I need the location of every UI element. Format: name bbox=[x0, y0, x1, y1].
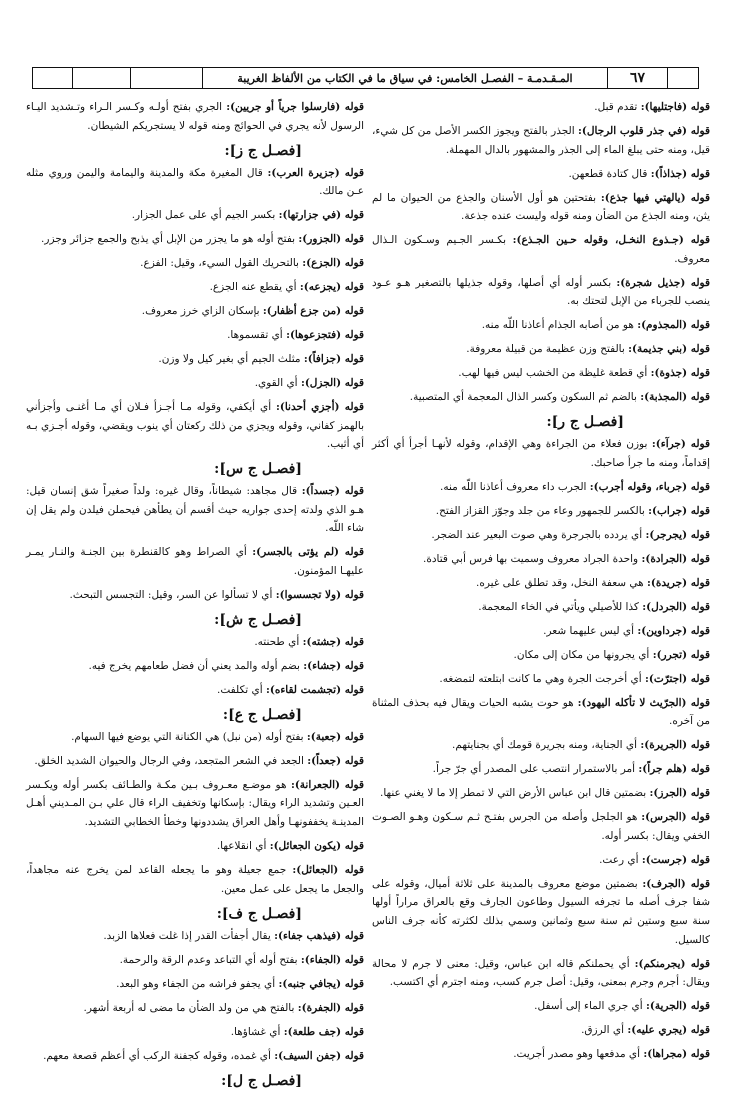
glossary-entry bbox=[372, 598, 710, 617]
entry-headword: قوله (فارسلوا جرياً أو جريين): bbox=[226, 101, 365, 113]
glossary-entry bbox=[26, 837, 364, 856]
page-number: ٦٧ bbox=[608, 68, 668, 88]
entry-definition: أمر بالاستمرار انتصب على المصدر أي جرّ جراً. bbox=[432, 763, 639, 776]
entry-definition: هو الجلجل وأصله من الجرس بفتـح ثـم سـكون وهـو الصـوت الخفي ويقال: بكسر أوله. bbox=[372, 811, 710, 842]
entry-headword: قوله (الجرادة): bbox=[641, 552, 710, 565]
entry-headword: قوله (تجرر): bbox=[652, 648, 710, 661]
glossary-entry bbox=[372, 622, 710, 641]
entry-definition: أي أيكفي، وقوله مـا أجـزأ فـلان أي مـا أغنـى وأجزأني بالهمز كفاني، وقوله ويجزي من ذلك ركعتان أي ينوب ويقضي، وقوله أجـزي بـه أي أثيب. bbox=[26, 401, 364, 451]
entry-headword: قوله (الجرس): bbox=[641, 811, 711, 824]
entry-headword: قوله (جرداوين): bbox=[637, 624, 710, 637]
entry-headword: قوله (الجرّيث لا تأكله اليهود): bbox=[577, 696, 710, 709]
entry-headword: قوله (الجرية): bbox=[646, 1000, 710, 1013]
entry-definition: بكسر أوله أي أصلها، وقوله جذيلها بالتصغير هـو عـود ينصب للجرباء من الإبل لتحتك به. bbox=[372, 276, 710, 308]
entry-definition: قال مجاهد: شيطاناً، وقال غيره: ولداً صغيراً شق إنسان قيل: هـو الذي ولدته إحدى جواريه حيث أقسم أن يطأهن فيحملن فيلدن ولم يقل إن شاء اللّه. bbox=[26, 485, 364, 535]
entry-definition: بإسكان الزاي خرز معروف. bbox=[141, 305, 263, 318]
section-heading: [فصـل ج ع]: bbox=[222, 706, 302, 723]
entry-definition: أي القوي. bbox=[254, 377, 301, 390]
entry-headword: قوله (مجراها): bbox=[643, 1048, 710, 1061]
glossary-entry bbox=[26, 278, 364, 297]
entry-definition: قال المغيرة مكة والمدينة واليمامة واليمن وروي مثله عـن مالك. bbox=[26, 166, 364, 198]
glossary-entry bbox=[372, 1021, 710, 1040]
entry-headword: قوله (جسداً): bbox=[301, 485, 364, 498]
entry-headword: قوله (فاجتليها): bbox=[640, 101, 710, 113]
entry-headword: قوله (جذوة): bbox=[650, 367, 710, 380]
page-header bbox=[32, 67, 699, 89]
entry-definition: بفتح أوله أي التباعد وعدم الرقة والرحمة. bbox=[119, 953, 301, 966]
glossary-entry bbox=[372, 851, 710, 870]
glossary-entry bbox=[372, 364, 710, 383]
entry-headword: قوله (جرست): bbox=[641, 853, 710, 866]
glossary-entry bbox=[372, 550, 710, 569]
entry-headword: قوله (جعداً): bbox=[307, 754, 364, 767]
entry-definition: أي يقطع عنه الجزع. bbox=[209, 281, 300, 294]
entry-headword: قوله (تجشمت لقاءه): bbox=[266, 683, 364, 696]
entry-definition: بالفتح هي من ولد الضأن ما مضى له أربعة أشهر. bbox=[83, 1001, 298, 1014]
entry-definition: أي ليس عليهما شعر. bbox=[543, 624, 638, 637]
entry-headword: قوله (جشاء): bbox=[303, 659, 364, 672]
entry-definition: أي غمده، وقوله كجفنة الركب أي أعظم قصعة معهم. bbox=[43, 1049, 275, 1062]
entry-headword: قوله (جزيرة العرب): bbox=[267, 166, 364, 179]
entry-headword: قوله (جذيل شجرة): bbox=[616, 276, 710, 289]
entry-definition: أي لا تسألوا عن السر، وقيل: التجسس التبحث. bbox=[69, 588, 276, 601]
glossary-entry bbox=[26, 633, 364, 652]
entry-definition: أي الرزق. bbox=[581, 1024, 628, 1037]
entry-headword: قوله (الجزور): bbox=[298, 233, 364, 246]
entry-definition: تقدم قبل. bbox=[594, 101, 641, 113]
entry-headword: قوله (جرباء، وقوله أجرب): bbox=[589, 480, 710, 493]
entry-definition: مثلث الجيم أي بغير كيل ولا وزن. bbox=[158, 353, 304, 366]
glossary-entry bbox=[26, 302, 364, 321]
glossary-entry bbox=[26, 861, 364, 898]
entry-definition: قال كتادة قطعهن. bbox=[568, 167, 651, 180]
entry-definition: بضمتين موضع معروف بالمدينة على ثلاثة أميال، وقوله على شفا جرف أصله ما تجرفه السيول وطاعون الجارف وقع بالعراق مراراً أولها سنة سبع وستين ثم سنة سبع وثمانين وسمي بذلك لكثرته كأنه جرف الناس كالسيل. bbox=[372, 877, 710, 946]
glossary-entry bbox=[26, 657, 364, 676]
entry-headword: قوله (جراب): bbox=[648, 504, 710, 517]
glossary-entry bbox=[372, 670, 710, 689]
right-column bbox=[372, 98, 710, 1069]
entry-headword: قوله (يجزعه): bbox=[299, 281, 364, 294]
glossary-entry bbox=[26, 254, 364, 273]
glossary-entry bbox=[26, 586, 364, 605]
glossary-entry bbox=[26, 206, 364, 225]
entry-headword: قوله (الجفرة): bbox=[297, 1001, 364, 1014]
glossary-entry bbox=[372, 784, 710, 803]
entry-headword: قوله (من جزع أظفار): bbox=[262, 305, 364, 318]
glossary-entry bbox=[372, 122, 710, 159]
glossary-entry bbox=[372, 875, 710, 949]
header-empty-cell bbox=[73, 68, 131, 88]
header-empty-cell bbox=[131, 68, 203, 88]
entry-definition: أي الجناية، ومنه بجريرة قومك أي بجنايتهم. bbox=[452, 739, 641, 752]
section-heading: [فصـل ج ز]: bbox=[224, 142, 302, 159]
entry-headword: قوله (فيذهب جفاء): bbox=[274, 929, 364, 942]
entry-definition: أي رعت. bbox=[599, 853, 642, 866]
section-heading: [فصـل ج ل]: bbox=[221, 1072, 302, 1089]
entry-headword: قوله (الجرف): bbox=[642, 877, 711, 890]
glossary-entry bbox=[372, 98, 710, 117]
entry-definition: الجري بفتح أولـه وكـسر الـراء وتـشديد اليـاء الرسول لأنه يجري في الحوائج ومنه قوله لا يستجريكم الشيطان. bbox=[26, 101, 364, 132]
entry-definition: بضم أوله والمد يعني أن فضل طعامهم يخرج فيه. bbox=[88, 659, 304, 672]
section-heading: [فصـل ج ش]: bbox=[214, 611, 302, 628]
entry-definition: هو موضـع معـروف بـين مكـة والطـائف بكسر أوله ويكـسر العـين وتشديد الراء ويقال: بإسكانها وتخفيف الراء قال علي بـن المـديني أهـل المدينـة يخففونهـا وأهل العراق يشددونها وخطأ الخطابي التشديد. bbox=[26, 778, 364, 829]
entry-definition: أي يجرونها من مكان إلى مكان. bbox=[513, 648, 653, 661]
entry-definition: بكـسر الجـيم وسـكون الـذال معروف. bbox=[372, 234, 710, 265]
glossary-entry bbox=[372, 340, 710, 359]
header-empty-cell bbox=[668, 68, 698, 88]
entry-definition: بكسر الجيم أي على عمل الجزار. bbox=[131, 209, 279, 222]
entry-definition: بالفتح وزن عظيمة من قبيلة معروفة. bbox=[466, 343, 629, 356]
entry-headword: قوله (جزافاً): bbox=[303, 353, 364, 366]
entry-definition: أي يجفو فراشه من الجفاء وهو البعد. bbox=[116, 977, 279, 990]
entry-headword: قوله (الجفاء): bbox=[300, 953, 364, 966]
glossary-entry bbox=[372, 165, 710, 184]
entry-headword: قوله (جريدة): bbox=[647, 576, 710, 589]
glossary-entry bbox=[372, 997, 710, 1016]
glossary-entry bbox=[26, 326, 364, 345]
glossary-entry bbox=[26, 230, 364, 249]
entry-headword: قوله (جذاذاً): bbox=[650, 167, 710, 180]
glossary-entry bbox=[372, 435, 710, 472]
glossary-entry bbox=[26, 1023, 364, 1042]
entry-definition: واحدة الجراد معروف وسميت بها فرس أبي قتادة. bbox=[423, 552, 642, 565]
entry-definition: أي تقسموها. bbox=[227, 329, 287, 342]
glossary-entry bbox=[26, 752, 364, 771]
glossary-entry bbox=[26, 543, 364, 580]
entry-headword: قوله (في جذر قلوب الرجال): bbox=[578, 124, 710, 137]
glossary-entry bbox=[26, 1047, 364, 1066]
running-title: المـقـدمـة – الفصـل الخامس: في سياق ما في الكتاب من الألفاظ الغريبة bbox=[203, 68, 608, 88]
entry-definition: جمع جعيلة وهو ما يجعله القاعد لمن يخرج عنه مجاهداً، والجعل ما يجعل على عمل معين. bbox=[26, 864, 364, 895]
entry-headword: قوله (يجرمنكم): bbox=[634, 957, 710, 970]
entry-definition: بالكسر للجمهور وعاء من جلد وجوّز القزاز الفتح. bbox=[435, 504, 649, 517]
entry-definition: أي تكلفت. bbox=[217, 683, 266, 696]
glossary-entry bbox=[26, 482, 364, 538]
glossary-entry bbox=[372, 388, 710, 407]
entry-headword: قوله (الجعرانة): bbox=[290, 778, 364, 791]
glossary-entry bbox=[26, 681, 364, 700]
entry-definition: أي أخرجت الجرة وهي ما كانت ابتلعته لتمضغه. bbox=[439, 672, 645, 685]
entry-headword: قوله (الجزل): bbox=[300, 377, 364, 390]
section-heading: [فصـل ج س]: bbox=[214, 461, 302, 478]
glossary-entry bbox=[26, 728, 364, 747]
glossary-entry bbox=[372, 808, 710, 845]
entry-definition: أي يردده بالجرجرة وهي صوت البعير عند الضجر. bbox=[431, 528, 646, 541]
entry-headword: قوله (جفن السيف): bbox=[274, 1049, 364, 1062]
entry-definition: الجرب داء معروف أعاذنا اللّه منه. bbox=[440, 480, 590, 493]
entry-headword: قوله (ولا تجسسوا): bbox=[275, 588, 364, 601]
entry-headword: قوله (الجريرة): bbox=[640, 739, 710, 752]
glossary-entry bbox=[372, 760, 710, 779]
entry-headword: قوله (اجترّت): bbox=[645, 672, 710, 685]
entry-headword: قوله (في جزارتها): bbox=[278, 209, 364, 222]
entry-definition: أي يحملنكم قاله ابن عباس، وقيل: معنى لا جرم لا محالة ويقال: أجرم وجرم بمعنى، وقيل: أصل جرم كسب، ومنه اجترم أي اكتسب. bbox=[372, 957, 710, 989]
entry-headword: قوله (جشته): bbox=[302, 635, 364, 648]
section-heading: [فصـل ج ف]: bbox=[216, 905, 302, 922]
entry-headword: قوله (المجذبة): bbox=[640, 391, 710, 404]
entry-headword: قوله (المجذوم): bbox=[637, 319, 710, 332]
glossary-entry bbox=[26, 776, 364, 832]
glossary-entry bbox=[26, 98, 364, 135]
entry-definition: أي غشاؤها. bbox=[230, 1025, 284, 1038]
entry-headword: قوله (يكون الجعائل): bbox=[269, 840, 364, 853]
entry-definition: بفتح أوله (من نبل) هي الكنانة التي يوضع فيها السهام. bbox=[71, 730, 307, 743]
entry-headword: قوله (بني جذيمة): bbox=[628, 343, 710, 356]
entry-headword: قوله (فتجزعوها): bbox=[286, 329, 364, 342]
entry-headword: قوله (يجري عليه): bbox=[627, 1024, 710, 1037]
entry-definition: هو من أصابه الجذام أعاذنا اللّه منه. bbox=[481, 319, 638, 332]
entry-definition: هي سعفة النخل، وقد تطلق على غيره. bbox=[476, 576, 648, 589]
entry-definition: بالتحريك القول السيء، وقيل: الفزع. bbox=[140, 257, 303, 270]
entry-headword: قوله (أجزي أحدنا): bbox=[276, 401, 364, 414]
header-empty-cell bbox=[33, 68, 73, 88]
glossary-entry bbox=[372, 189, 710, 226]
entry-headword: قوله (يجافي جنبه): bbox=[278, 977, 364, 990]
entry-definition: بوزن فعلاء من الجراءة وهي الإقدام، وقوله لأنهـا أجرأ أي أكثر إقداماً، ومنه ما جرأ صاحبك. bbox=[372, 438, 710, 469]
glossary-entry bbox=[372, 694, 710, 731]
glossary-entry bbox=[372, 574, 710, 593]
entry-definition: أي طحنته. bbox=[254, 635, 303, 648]
entry-headword: قوله (الجردل): bbox=[642, 600, 710, 613]
glossary-entry bbox=[372, 736, 710, 755]
glossary-entry bbox=[372, 526, 710, 545]
entry-definition: بالضم ثم السكون وكسر الذال المعجمة أي المتصبية. bbox=[409, 391, 641, 404]
entry-definition: هو حوت يشبه الحيات ويقال فيه بحذف المثناة من آخره. bbox=[372, 696, 710, 728]
entry-headword: قوله (الجعائل): bbox=[292, 864, 364, 877]
left-column bbox=[26, 98, 364, 1094]
entry-definition: بفتحتين هو أول الأسنان والجذع من الحيوان ما لم يثن، ومنه الجذع من الضأن ومنه قوله وليست عنده جذعة. bbox=[372, 191, 710, 223]
entry-headword: قوله (جعبة): bbox=[306, 730, 364, 743]
entry-headword: قوله (لم يؤتى بالجسر): bbox=[252, 546, 364, 559]
glossary-entry bbox=[372, 955, 710, 992]
glossary-entry bbox=[26, 975, 364, 994]
entry-definition: بضمتين قال ابن عباس الأرض التي لا تمطر إلا ما لا يغني عنها. bbox=[380, 787, 650, 800]
glossary-entry bbox=[26, 374, 364, 393]
entry-headword: قوله (الجرز): bbox=[649, 787, 710, 800]
glossary-entry bbox=[372, 502, 710, 521]
entry-definition: بفتح أوله هو ما يجزر من الإبل أي يذبح والجمع جزائر وجزر. bbox=[41, 233, 299, 246]
entry-definition: الجذر بالفتح ويجوز الكسر الأصل من كل شيء، قيل، ومنه حتى يبلغ الماء إلى الجذر والمشهور بالدال المهملة. bbox=[372, 124, 710, 156]
entry-definition: أي الصراط وهو كالقنطرة بين الجنـة والنـار يمـر عليهـا المؤمنون. bbox=[26, 546, 364, 577]
glossary-entry bbox=[372, 478, 710, 497]
entry-headword: قوله (هلم جراً): bbox=[638, 763, 710, 776]
entry-definition: أي مدفعها وهو مصدر أجريت. bbox=[513, 1048, 644, 1061]
glossary-entry bbox=[26, 951, 364, 970]
glossary-entry bbox=[26, 164, 364, 201]
glossary-entry bbox=[26, 398, 364, 454]
entry-headword: قوله (يالهتي فيها جذع): bbox=[600, 191, 710, 204]
entry-headword: قوله (يجرجر): bbox=[645, 528, 710, 541]
glossary-entry bbox=[372, 231, 710, 268]
entry-definition: الجعد في الشعر المتجعد، وفي الرجال والحيوان الشديد الخلق. bbox=[34, 754, 308, 767]
entry-headword: قوله (الجزع): bbox=[302, 257, 364, 270]
glossary-entry bbox=[26, 350, 364, 369]
glossary-entry bbox=[26, 999, 364, 1018]
glossary-entry bbox=[372, 646, 710, 665]
glossary-entry bbox=[372, 1045, 710, 1064]
entry-definition: أي انقلاعها. bbox=[216, 840, 270, 853]
entry-definition: أي قطعة غليظة من الخشب ليس فيها لهب. bbox=[458, 367, 651, 380]
entry-headword: قوله (جرآء): bbox=[651, 438, 710, 451]
entry-headword: قوله (جف طلعة): bbox=[283, 1025, 364, 1038]
glossary-entry bbox=[372, 316, 710, 335]
entry-definition: يقال أجفأت القدر إذا غلت فعلاها الزبد. bbox=[103, 929, 275, 942]
glossary-entry bbox=[372, 274, 710, 311]
section-heading: [فصـل ج ر]: bbox=[546, 414, 624, 431]
entry-definition: أي جري الماء إلى أسفل. bbox=[534, 1000, 647, 1013]
entry-definition: كذا للأصيلي ويأتي في الخاء المعجمة. bbox=[478, 600, 643, 613]
entry-headword: قوله (جـذوع النخـل، وقوله حـين الجـذع): bbox=[512, 234, 710, 247]
glossary-entry bbox=[26, 927, 364, 946]
